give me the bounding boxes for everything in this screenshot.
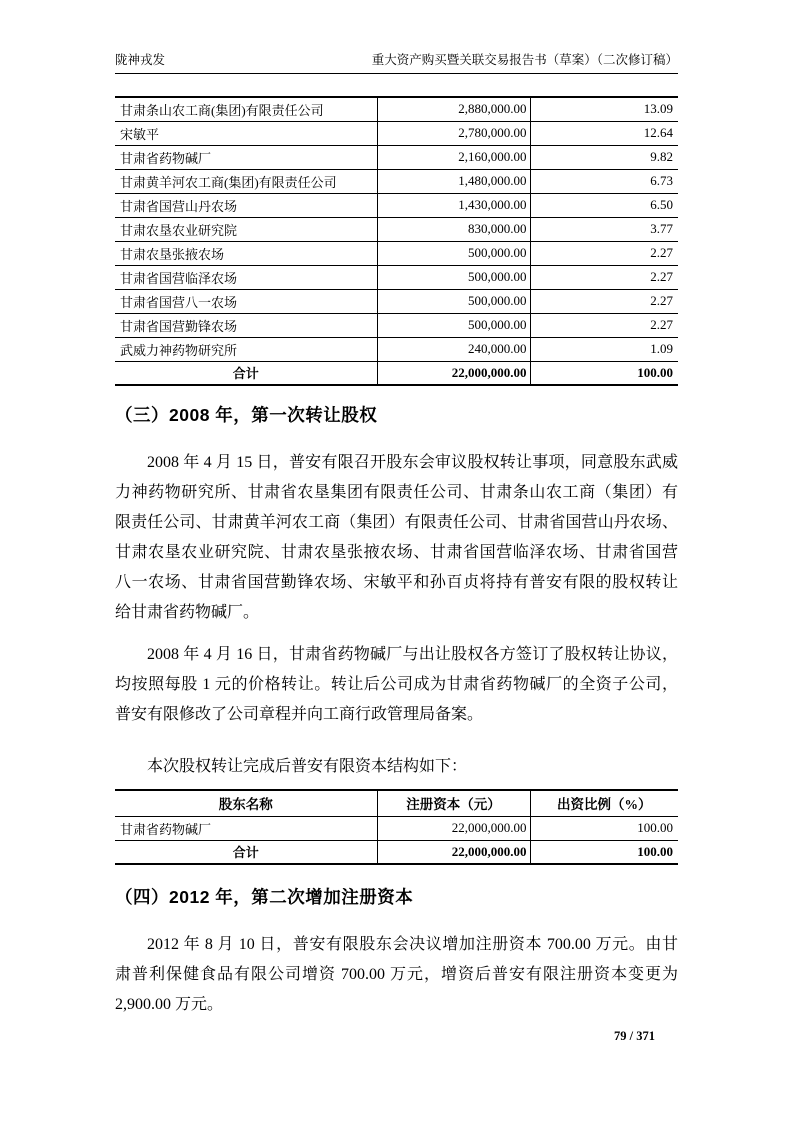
- shareholder-structure-table: [115, 96, 678, 386]
- shareholder-name: 宋敏平: [115, 121, 377, 145]
- table-row: [115, 289, 678, 313]
- contribution-ratio: 2.27: [530, 265, 678, 289]
- column-header-ratio: 出资比例（%）: [530, 790, 678, 816]
- shareholder-name: 甘肃条山农工商(集团)有限责任公司: [115, 97, 377, 121]
- total-capital: 22,000,000.00: [377, 361, 530, 385]
- registered-capital: 2,880,000.00: [377, 97, 530, 121]
- paragraph-transfer-agreement: [115, 640, 678, 730]
- paragraph-line: 力神药物研究所、甘肃省农垦集团有限责任公司、甘肃条山农工商（集团）有: [115, 484, 678, 501]
- paragraph-line: 甘肃农垦农业研究院、甘肃农垦张掖农场、甘肃省国营临泽农场、甘肃省国营: [115, 544, 678, 561]
- table-row: [115, 265, 678, 289]
- total-capital: 22,000,000.00: [377, 840, 530, 864]
- table-row: [115, 121, 678, 145]
- capital-structure-table: [115, 789, 678, 865]
- table2-lead-in: [115, 752, 678, 782]
- paragraph-line: 2008 年 4 月 15 日，普安有限召开股东会审议股权转让事项，同意股东武威: [147, 454, 678, 471]
- paragraph-line: 给甘肃省药物碱厂。: [115, 604, 260, 621]
- paragraph-line: 2008 年 4 月 16 日，甘肃省药物碱厂与出让股权各方签订了股权转让协议，: [147, 646, 678, 663]
- column-header-capital: 注册资本（元）: [377, 790, 530, 816]
- page-number: 79 / 371: [614, 1029, 655, 1043]
- header-company-short-name: 陇神戎发: [115, 53, 166, 67]
- header-report-title: 重大资产购买暨关联交易报告书（草案）（二次修订稿）: [371, 53, 678, 67]
- paragraph-line: 肃普利保健食品有限公司增资 700.00 万元，增资后普安有限注册资本变更为: [115, 966, 678, 983]
- contribution-ratio: 2.27: [530, 241, 678, 265]
- contribution-ratio: 6.73: [530, 169, 678, 193]
- table-header-row: [115, 790, 678, 816]
- contribution-ratio: 100.00: [530, 816, 678, 840]
- contribution-ratio: 9.82: [530, 145, 678, 169]
- shareholder-name: 武威力神药物研究所: [115, 337, 377, 361]
- contribution-ratio: 12.64: [530, 121, 678, 145]
- registered-capital: 500,000.00: [377, 289, 530, 313]
- total-label: 合计: [115, 840, 377, 864]
- registered-capital: 500,000.00: [377, 313, 530, 337]
- section-heading-3: （三）2008 年，第一次转让股权: [115, 405, 378, 425]
- shareholder-name: 甘肃省国营山丹农场: [115, 193, 377, 217]
- registered-capital: 22,000,000.00: [377, 816, 530, 840]
- paragraph-line: 2,900.00 万元。: [115, 996, 224, 1013]
- total-ratio: 100.00: [530, 840, 678, 864]
- table-row: [115, 169, 678, 193]
- contribution-ratio: 2.27: [530, 313, 678, 337]
- table-row: [115, 313, 678, 337]
- contribution-ratio: 6.50: [530, 193, 678, 217]
- table-row: [115, 217, 678, 241]
- paragraph-capital-increase: [115, 930, 678, 1020]
- column-header-shareholder: 股东名称: [115, 790, 377, 816]
- shareholder-name: 甘肃农垦农业研究院: [115, 217, 377, 241]
- contribution-ratio: 1.09: [530, 337, 678, 361]
- shareholder-name: 甘肃农垦张掖农场: [115, 241, 377, 265]
- registered-capital: 2,780,000.00: [377, 121, 530, 145]
- registered-capital: 1,480,000.00: [377, 169, 530, 193]
- registered-capital: 500,000.00: [377, 265, 530, 289]
- shareholder-name: 甘肃省国营临泽农场: [115, 265, 377, 289]
- table-row: [115, 241, 678, 265]
- table-row: [115, 145, 678, 169]
- paragraph-line: 限责任公司、甘肃黄羊河农工商（集团）有限责任公司、甘肃省国营山丹农场、: [115, 514, 678, 531]
- registered-capital: 1,430,000.00: [377, 193, 530, 217]
- paragraph-line: 普安有限修改了公司章程并向工商行政管理局备案。: [115, 706, 484, 723]
- shareholder-name: 甘肃省药物碱厂: [115, 816, 377, 840]
- paragraph-share-transfer-resolution: [115, 448, 678, 628]
- table-row: [115, 97, 678, 121]
- registered-capital: 830,000.00: [377, 217, 530, 241]
- paragraph-line: 本次股权转让完成后普安有限资本结构如下：: [147, 758, 468, 775]
- table-total-row: [115, 840, 678, 864]
- contribution-ratio: 2.27: [530, 289, 678, 313]
- paragraph-line: 八一农场、甘肃省国营勤锋农场、宋敏平和孙百贞将持有普安有限的股权转让: [115, 574, 678, 591]
- total-label: 合计: [115, 361, 377, 385]
- table-total-row: [115, 361, 678, 385]
- registered-capital: 2,160,000.00: [377, 145, 530, 169]
- total-ratio: 100.00: [530, 361, 678, 385]
- contribution-ratio: 13.09: [530, 97, 678, 121]
- table-row: [115, 816, 678, 840]
- shareholder-name: 甘肃省药物碱厂: [115, 145, 377, 169]
- shareholder-name: 甘肃省国营勤锋农场: [115, 313, 377, 337]
- table-row: [115, 193, 678, 217]
- registered-capital: 500,000.00: [377, 241, 530, 265]
- section-heading-4: （四）2012 年，第二次增加注册资本: [115, 887, 414, 907]
- shareholder-name: 甘肃省国营八一农场: [115, 289, 377, 313]
- paragraph-line: 均按照每股 1 元的价格转让。转让后公司成为甘肃省药物碱厂的全资子公司，: [115, 676, 678, 693]
- registered-capital: 240,000.00: [377, 337, 530, 361]
- contribution-ratio: 3.77: [530, 217, 678, 241]
- shareholder-name: 甘肃黄羊河农工商(集团)有限责任公司: [115, 169, 377, 193]
- table-row: [115, 337, 678, 361]
- document-header: [115, 0, 678, 74]
- page-content: [115, 0, 678, 1044]
- paragraph-line: 2012 年 8 月 10 日，普安有限股东会决议增加注册资本 700.00 万元。由甘: [147, 936, 678, 953]
